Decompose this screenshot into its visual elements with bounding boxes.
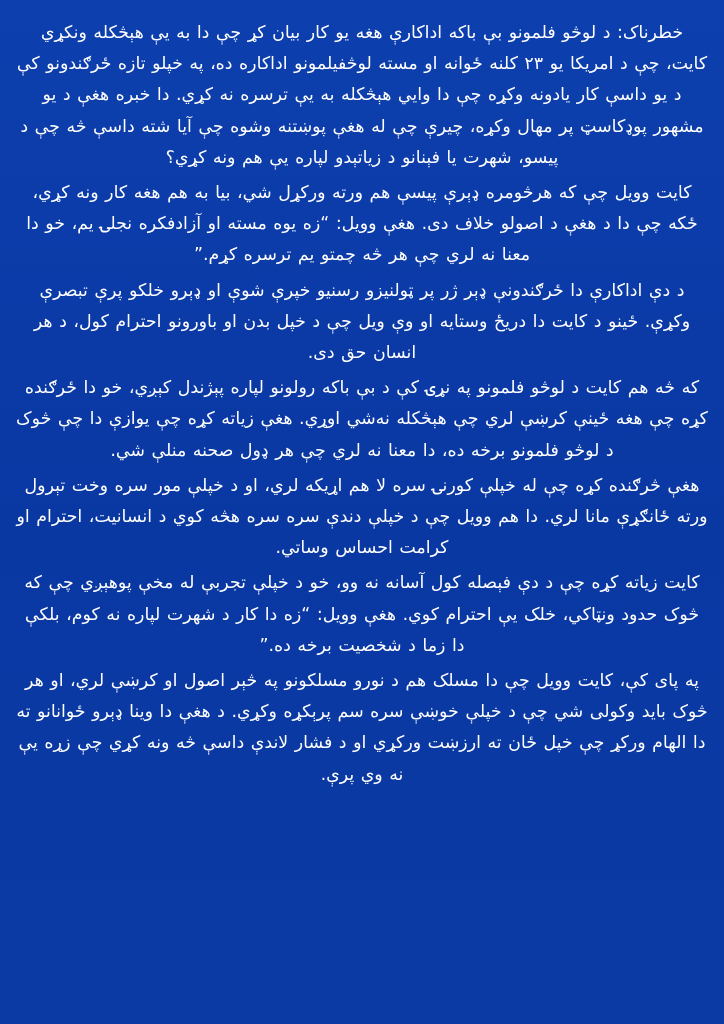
article-paragraph: د دې اداکارې دا ځرګندونې ډېر ژر پر ټولنیزو رسنیو خپرې شوې او ډېرو خلکو پرې تبصرې وکړې. ځینو د کایت دا دریځ وستایه او وې ویل چې د خپل بدن او باورونو احترام کول، د هر انسان حق دی. [33,280,691,364]
article-paragraph: که څه هم کایت د لوڅو فلمونو په نړۍ کې د بې باکه رولونو لپاره پېژندل کېږي، خو دا ځرګنده کړه چې هغه ځینې کرښې لري چې هېڅکله نه‌شي اوړي. هغې زیاته کړه چې یوازې دا چې څوک د لوڅو فلمونو برخه ده، دا معنا نه لري چې هر ډول صحنه منلې شي. [16,378,708,461]
article-headline: خطرناک: د لوڅو فلمونو بې باکه اداکارې هغه یو کار بیان کړ چې دا به یې هېڅکله ونکړي [40,23,684,43]
article-paragraph: هغې څرګنده کړه چې له خپلې کورنۍ سره لا هم اړیکه لري، او د خپلې مور سره وخت تېرول ورته ځانګړې مانا لري. دا هم وویل چې د خپلې دندې سره سره هڅه کوي د انسانیت، احترام او کرامت احساس وساتي. [16,475,708,559]
article-paragraph: کایت، چې د امریکا یو ۲۳ کلنه ځوانه او مسته لوڅفیلمونو اداکاره ده، په خپلو تازه ځرګندونو کې د یو داسې کار یادونه وکړه چې دا وایي هېڅکله به یې ترسره نه کړي. دا خبره هغې د یو مشهور پوډکاسټ پر مهال وکړه، چیرې چې له هغې پوښتنه وشوه چې آیا شته داسې څه چې د پیسو، شهرت یا فېنانو د زیاتېدو لپاره یې هم ونه کړي؟ [16,54,708,168]
article-paragraph: په پای کې، کایت وویل چې دا مسلک هم د نورو مسلکونو په څېر اصول او کرښې لري، او هر څوک باید وکولی شي چې د خپلې خوښې سره سم پرېکړه وکړي. د هغې دا وینا ډېرو ځوانانو ته دا الهام ورکړ چې خپل ځان ته ارزښت ورکړي او د فشار لاندې داسې څه ونه کړي چې زړه یې نه وي پرې. [16,671,708,785]
article-paragraph: کایت زیاته کړه چې د دې فېصله کول آسانه نه وو، خو د خپلې تجربې له مخې پوهېږي چې که څوک حدود ونټاکي، خلک یې احترام کوي. هغې وویل: “زه دا کار د شهرت لپاره نه کوم، بلکې دا زما د شخصیت برخه ده.” [24,573,700,656]
article-paragraph: کایت وویل چې که هرڅومره ډېرې پیسې هم ورته ورکړل شي، بیا به هم هغه کار ونه کړي، ځکه چې دا د هغې د اصولو خلاف دی. هغې وویل: “زه یوه مسته او آزادفکره نجلۍ یم، خو دا معنا نه لري چې هر څه چمتو یم ترسره کړم.” [26,183,698,266]
